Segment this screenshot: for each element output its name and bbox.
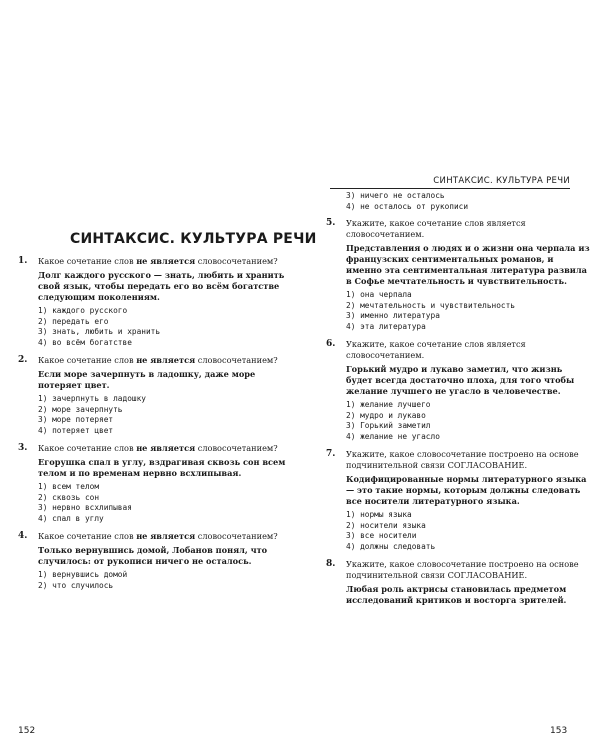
question-number: 3.: [18, 443, 28, 453]
answer-option: 1) каждого русского: [38, 306, 128, 315]
answer-option: 4) потеряет цвет: [38, 425, 114, 435]
question-number: 6.: [326, 339, 336, 349]
answer-option: 2) передать его: [38, 316, 109, 326]
answer-option: 3) все носители: [346, 531, 417, 540]
answer-option: 3) море потеряет: [38, 415, 114, 424]
answer-option: 1) нормы языка: [346, 510, 412, 519]
answer-option: 1) желание лучшего: [346, 400, 431, 409]
question-2: [18, 355, 288, 436]
answer-option: 4) спал в углу: [38, 513, 104, 523]
question-number: 7.: [326, 449, 336, 459]
answer-option: 3) нервно всхлипывая: [38, 503, 132, 512]
question-prompt: Какое сочетание слов не является словосочетанием?: [38, 355, 278, 365]
answer-option: 2) мудро и лукаво: [346, 410, 426, 420]
page-title: СИНТАКСИС. КУЛЬТУРА РЕЧИ: [70, 231, 317, 247]
question-number: 5.: [326, 218, 336, 228]
question-prompt: Укажите, какое сочетание слов является словосочетанием.: [346, 218, 526, 239]
question-prompt: Укажите, какое словосочетание построено на основе подчинительной связи СОГЛАСОВАНИЕ.: [346, 559, 579, 580]
answer-option: 1) она черпала: [346, 290, 412, 299]
answer-option: 3) ничего не осталось: [346, 191, 445, 200]
question-3: [18, 443, 288, 524]
answer-option: 4) не осталось от рукописи: [346, 201, 469, 211]
answer-option: 4) должны следовать: [346, 541, 436, 551]
answer-option: 3) именно литература: [346, 311, 440, 320]
question-sentence: Долг каждого русского — знать, любить и хранить свой язык, чтобы передать его во всём богатстве следующим поколениям.: [38, 270, 285, 302]
question-prompt: Какое сочетание слов не является словосочетанием?: [38, 443, 278, 453]
question-sentence: Если море зачерпнуть в ладошку, даже море потеряет цвет.: [38, 369, 256, 390]
question-prompt: Укажите, какое словосочетание построено на основе подчинительной связи СОГЛАСОВАНИЕ.: [346, 449, 579, 470]
question-sentence: Горький мудро и лукаво заметил, что жизнь будет всегда достаточно плоха, для того чтобы желание лучшего не угасло в человечестве.: [346, 364, 575, 396]
answer-options: [346, 290, 590, 332]
question-sentence: Только вернувшись домой, Лобанов понял, что случилось: от рукописи ничего не осталось.: [38, 545, 268, 566]
answer-option: 1) всем телом: [38, 482, 100, 491]
answer-option: 3) Горький заметил: [346, 421, 431, 430]
page-number: 152: [18, 726, 36, 736]
question-sentence: Егорушка спал в углу, вздрагивая сквозь сон всем телом и по временам нервно всхлипывая.: [38, 457, 286, 478]
question-number: 8.: [326, 559, 336, 569]
question-sentence: Представления о людях и о жизни она черпала из французских сентиментальных романов, и именно эта сентиментальная литература развила в Софье мечтательность и чувствительность.: [346, 243, 590, 286]
answer-options: [346, 510, 590, 552]
answer-options: [38, 482, 288, 524]
question-sentence: Любая роль актрисы становилась предметом исследований критиков и восторга зрителей.: [346, 584, 567, 605]
question-1: [18, 256, 288, 348]
answer-option: 1) вернувшись домой: [38, 570, 128, 579]
answer-option: 2) что случилось: [38, 580, 114, 590]
answer-option: 1) зачерпнуть в ладошку: [38, 394, 146, 403]
question-number: 4.: [18, 531, 28, 541]
continued-options: [326, 191, 590, 212]
question-5: [326, 218, 590, 332]
question-7: [326, 449, 590, 552]
question-6: [326, 339, 590, 442]
right-page: [300, 0, 600, 750]
answer-options: [346, 400, 590, 442]
answer-option: 4) желание не угасло: [346, 431, 440, 441]
question-4: [18, 531, 288, 591]
question-prompt: Какое сочетание слов не является словосочетанием?: [38, 256, 278, 266]
question-prompt: Какое сочетание слов не является словосочетанием?: [38, 531, 278, 541]
question-8: [326, 559, 590, 606]
question-number: 1.: [18, 256, 28, 266]
question-prompt: Укажите, какое сочетание слов является словосочетанием.: [346, 339, 526, 360]
answer-options: [38, 394, 288, 436]
page-number: 153: [550, 726, 568, 736]
answer-option: 2) сквозь сон: [38, 492, 100, 502]
question-number: 2.: [18, 355, 28, 365]
right-question-column: [326, 191, 590, 613]
answer-option: 2) мечтательность и чувствительность: [346, 300, 515, 310]
answer-options: [38, 570, 288, 591]
answer-option: 2) носители языка: [346, 520, 426, 530]
question-sentence: Кодифицированные нормы литературного языка — это такие нормы, которым должны следовать все носители литературного языка.: [346, 474, 587, 506]
left-question-column: [18, 256, 288, 598]
answer-option: 4) эта литература: [346, 321, 426, 331]
running-head: СИНТАКСИС. КУЛЬТУРА РЕЧИ: [330, 176, 570, 189]
answer-options: [38, 306, 288, 348]
answer-option: 3) знать, любить и хранить: [38, 327, 161, 336]
answer-option: 2) море зачерпнуть: [38, 404, 123, 414]
answer-option: 4) во всём богатстве: [38, 337, 132, 347]
